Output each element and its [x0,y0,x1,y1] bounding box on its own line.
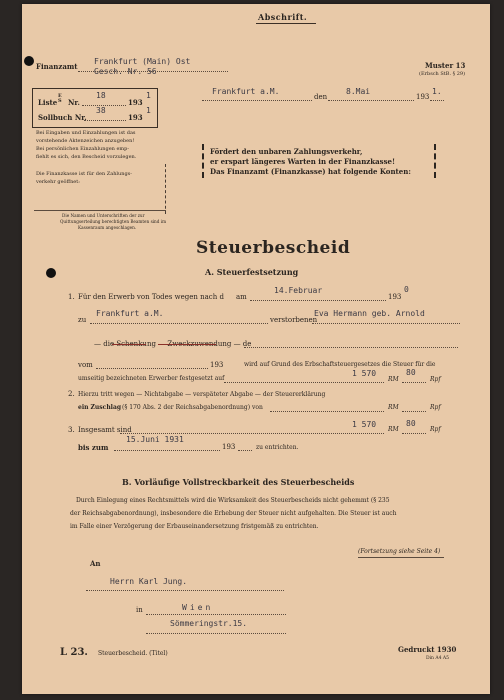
item1-place: Frankfurt a.M. [96,309,164,318]
den-label: den [314,93,328,101]
vom-amount-line [224,382,384,383]
notice-line-3: Bei persönlichen Einzahlungen emp- [36,146,130,152]
liste-year-digit: 1 [146,91,151,100]
sollbuch-nr-line [84,120,126,121]
place-line [202,100,312,101]
section-a-title: A. Steuerfestsetzung [205,267,299,277]
notice-line-1: Bei Eingaben und Einzahlungen ist das [36,130,136,136]
section-b-title: B. Vorläufige Vollstreckbarkeit des Steuerbescheids [122,477,355,487]
vom-text-2: umseitig bezeichneten Erwerber festgesetzt auf [78,375,225,382]
date-line [328,100,414,101]
vom-pf-line [402,382,426,383]
item2-paragraph: (§ 170 Abs. 2 der Reichsabgabenordnung) von [122,404,263,411]
sollbuch-year: 193 [128,113,143,122]
vom-amount: 1 570 [352,369,377,378]
fortsetzung-note: (Fortsetzung siehe Seite 4) [358,548,441,555]
muster-number: Muster 13 [425,61,466,70]
item1-date: 14.Februar [274,286,323,295]
due-year-prefix: 193 [222,443,236,451]
item2-amount-line [270,411,384,412]
vom-rpf: Rpf [430,376,441,383]
item1-schenkung: — die Schenkung — Zweckzuwendung — de [94,340,252,348]
gesch-nr: Gesch. Nr. 56 [94,67,157,76]
liste-nr-label: Nr. [68,98,80,107]
banner-line-3: Das Finanzamt (Finanzkasse) hat folgende Konten: [210,167,411,176]
item3-amount-line [120,433,384,434]
item3-rpf: Rpf [430,426,441,433]
vom-label: vom [78,361,93,369]
printed-year: Gedruckt 1930 [398,645,457,654]
strike-zweckzuwendung [158,344,216,345]
kasse-line-2: verkehr geöffnet: [36,179,80,185]
entrichten-text: zu entrichten. [256,444,299,451]
street-line [146,633,286,634]
item2-pf-line [402,411,426,412]
item3-pf-line [402,433,426,434]
in-label: in [136,606,143,614]
item1-deceased-name: Eva Hermann geb. Arnold [314,309,425,318]
item2-text: Hierzu tritt wegen — Nichtabgabe — verspäteter Abgabe — der Steuererklärung [78,391,326,398]
abschrift-underline [256,23,316,24]
item1-text: Für den Erwerb von Todes wegen nach d [78,293,224,301]
abschrift-stamp: Abschrift. [258,12,308,22]
due-year-line [238,450,252,451]
place-value: Frankfurt a.M. [212,87,280,96]
item3-pf-value: 80 [406,419,416,428]
bis-label: bis zum [78,443,109,452]
liste-box [32,88,158,128]
an-label: An [90,559,101,568]
item1-date-line [250,300,386,301]
section-b-line-1: Durch Einlegung eines Rechtsmittels wird die Wirksamkeit des Steuerbescheids nicht gehemmt (§ 235 [76,497,390,504]
city-value: Wien [182,603,214,612]
kasse-line-1: Die Finanzkasse ist für den Zahlungs- [36,171,132,177]
recipient-name: Herrn Karl Jung. [110,577,188,586]
document-title: Steuerbescheid [196,238,351,258]
notice-line-4: fiehlt es sich, den Bescheid vorzulegen. [36,154,137,160]
fortsetzung-underline [358,557,444,558]
notice-line-2: vorstehende Aktenzeichen anzugeben! [36,138,135,144]
item2-zuschlag: ein Zuschlag [78,404,122,411]
item1-year-prefix: 193 [388,293,402,301]
due-date-line [114,450,220,451]
item3-rm: RM [388,426,399,433]
kasse-footer-1: Die Namen und Unterschriften der zur [62,213,145,218]
item1-year-value: 0 [404,285,409,294]
vom-rm: RM [388,376,399,383]
form-number: L 23. [60,647,88,658]
item3-amount: 1 570 [352,420,377,429]
item3-number: 3. [68,426,75,434]
liste-nr-value: 18 [96,91,106,100]
print-reference: Din A4 A5 [426,656,450,661]
vom-year-prefix: 193 [210,361,224,369]
section-b-line-3: im Falle einer Verzögerung der Erbauseinandersetzung fristgemäß zu entrichten. [70,523,319,530]
date-year-line [430,100,444,101]
sollbuch-label: Sollbuch Nr. [38,113,87,122]
liste-letters: E S [58,93,62,104]
kasse-box-divider [165,164,166,214]
form-name: Steuerbescheid. (Titel) [98,650,168,657]
item1-schenkung-line [244,347,458,348]
city-line [146,614,286,615]
punch-hole-top [24,56,34,66]
finanzamt-value: Frankfurt (Main) Ost [94,57,191,66]
liste-year: 193 [128,98,143,107]
section-b-line-2: der Reichsabgabenordnung), insbesondere die Erhebung der Steuer nicht aufgehalten. Die Steuer ist auch [70,510,397,517]
item2-number: 2. [68,390,75,398]
liste-label: Liste [38,98,58,107]
punch-hole-bottom [46,268,56,278]
vom-pf-value: 80 [406,368,416,377]
item1-place-line [90,323,268,324]
item3-text: Insgesamt sind [78,426,132,434]
kasse-footer-2: Quittungserteilung berechtigten Beamten sind im [60,219,167,224]
banner-line-1: Fördert den unbaren Zahlungsverkehr, [210,147,363,156]
item1-verstorbenen: verstorbenen [270,316,318,324]
vom-text-1: wird auf Grund des Erbschaftsteuergesetzes die Steuer für die [244,361,436,368]
banner-line-2: er erspart längeres Warten in der Finanzkasse! [210,157,396,166]
item1-am: am [236,293,247,301]
document-sheet [22,4,490,694]
date-year-digit: 1. [432,87,442,96]
recipient-line [86,590,284,591]
strike-schenkung [112,344,146,345]
finanzamt-line [78,71,228,72]
item1-zu-label: zu [78,316,87,324]
sollbuch-year-digit: 1 [146,106,151,115]
item1-name-line [312,323,460,324]
kasse-footer-3: Kassenraum angeschlagen. [78,225,137,230]
sollbuch-nr-value: 38 [96,106,106,115]
item1-number: 1. [68,293,75,301]
vom-line [96,368,208,369]
item2-rpf: Rpf [430,404,441,411]
date-year-prefix: 193 [416,93,430,101]
kasse-box-bottom [34,210,166,211]
item2-rm: RM [388,404,399,411]
muster-reference: (Erbsch StB. § 29) [419,71,466,77]
street-value: Sömmeringstr.15. [170,619,248,628]
date-value: 8.Mai [346,87,371,96]
due-date: 15.Juni 1931 [126,435,184,444]
finanzamt-label: Finanzamt [36,62,78,71]
